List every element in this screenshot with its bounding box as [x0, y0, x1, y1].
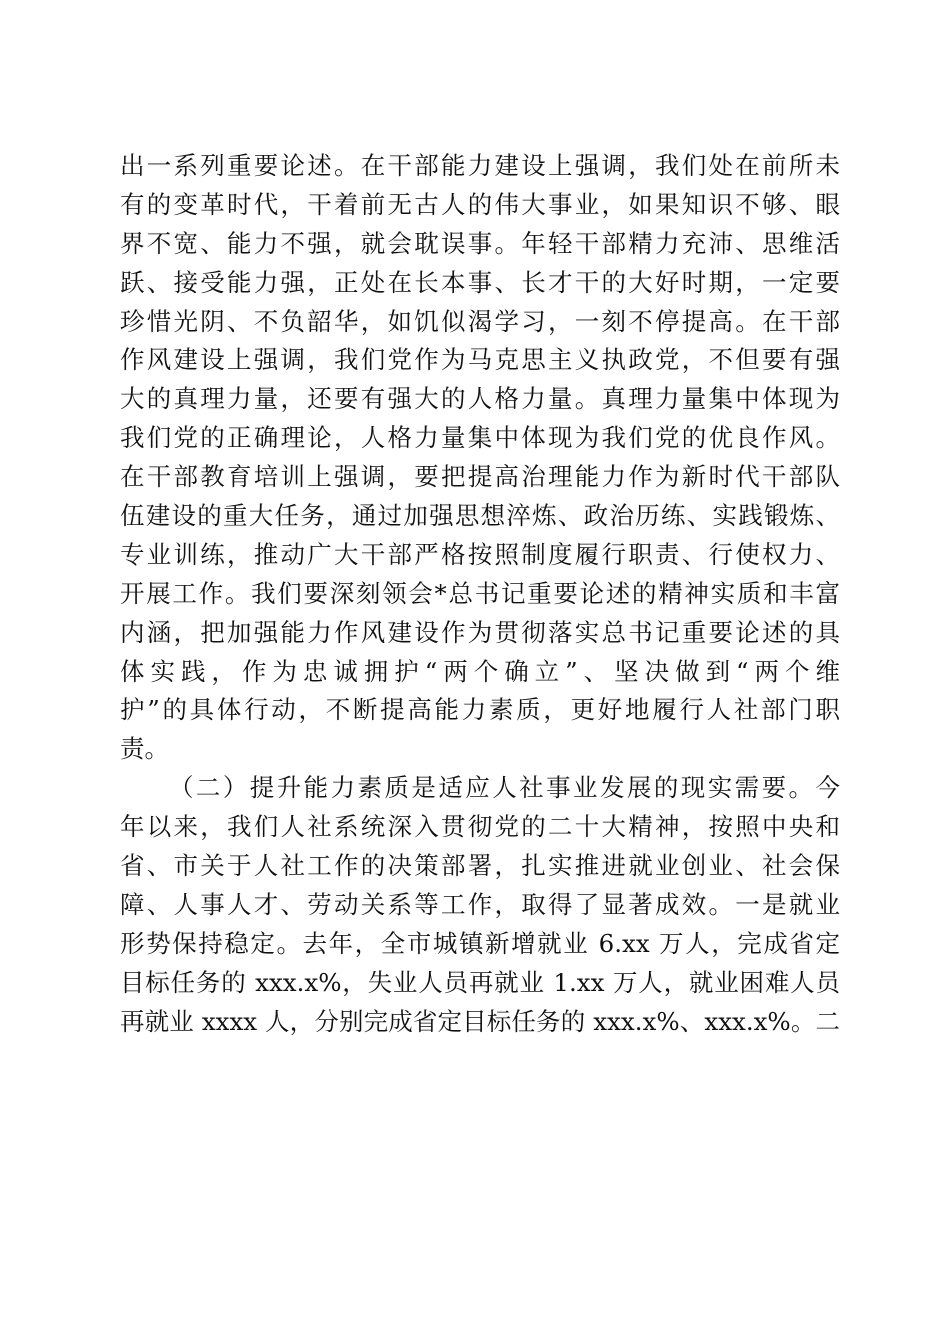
- text-line: 内涵，把加强能力作风建设作为贯彻落实总书记重要论述的具: [120, 617, 840, 647]
- text-line: 开展工作。我们要深刻领会*总书记重要论述的精神实质和丰富: [120, 578, 840, 608]
- text-line: 目标任务的 xxx.x%，失业人员再就业 1.xx 万人，就业困难人员: [120, 967, 840, 997]
- text-line: 界不宽、能力不强，就会耽误事。年轻干部精力充沛、思维活: [120, 228, 840, 258]
- text-line: 再就业 xxxx 人，分别完成省定目标任务的 xxx.x%、xxx.x%。二: [120, 1006, 840, 1036]
- paragraph-1: [120, 147, 840, 769]
- text-line: 在干部教育培训上强调，要把提高治理能力作为新时代干部队: [120, 462, 840, 492]
- text-line: 省、市关于人社工作的决策部署，扎实推进就业创业、社会保: [120, 851, 840, 881]
- text-line: 障、人事人才、劳动关系等工作，取得了显著成效。一是就业: [120, 889, 840, 919]
- text-line: 出一系列重要论述。在干部能力建设上强调，我们处在前所未: [120, 151, 840, 180]
- text-line: 护”的具体行动，不断提高能力素质，更好地履行人社部门职: [120, 695, 840, 725]
- text-line: 作风建设上强调，我们党作为马克思主义执政党，不但要有强: [120, 345, 840, 375]
- section-heading-line: （二）提升能力素质是适应人社事业发展的现实需要。今: [169, 773, 840, 803]
- text-line: 责。: [120, 734, 169, 764]
- text-line: 跃、接受能力强，正处在长本事、长才干的大好时期，一定要: [120, 267, 840, 297]
- text-line: 体实践，作为忠诚拥护“两个确立”、坚决做到“两个维: [120, 656, 840, 686]
- paragraph-2: [120, 769, 840, 1041]
- text-line: 有的变革时代，干着前无古人的伟大事业，如果知识不够、眼: [120, 189, 840, 219]
- text-line: 我们党的正确理论，人格力量集中体现为我们党的优良作风。: [120, 423, 840, 453]
- text-line: 形势保持稳定。去年，全市城镇新增就业 6.xx 万人，完成省定: [120, 928, 840, 958]
- text-line: 伍建设的重大任务，通过加强思想淬炼、政治历练、实践锻炼、: [120, 501, 840, 531]
- text-line: 专业训练，推动广大干部严格按照制度履行职责、行使权力、: [120, 539, 840, 569]
- text-line: 珍惜光阴、不负韶华，如饥似渴学习，一刻不停提高。在干部: [120, 306, 840, 336]
- text-line: 大的真理力量，还要有强大的人格力量。真理力量集中体现为: [120, 384, 840, 414]
- text-line: 年以来，我们人社系统深入贯彻党的二十大精神，按照中央和: [120, 812, 840, 842]
- document-body: [120, 147, 840, 1041]
